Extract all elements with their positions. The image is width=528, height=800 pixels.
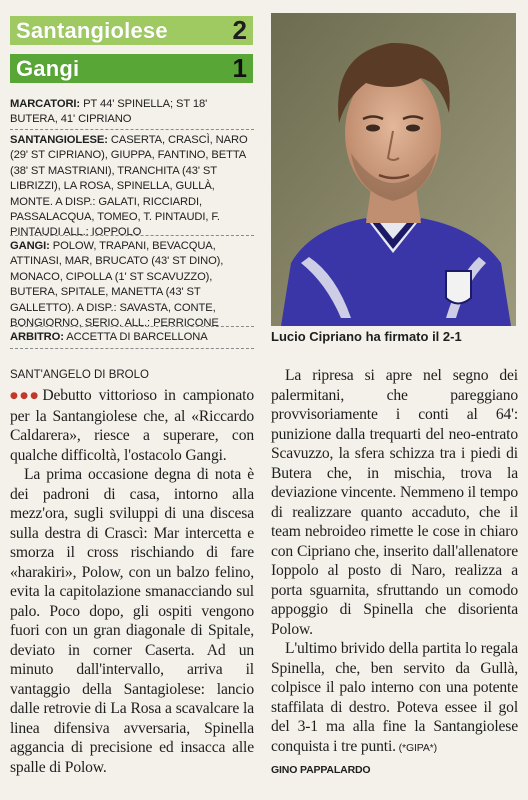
article-paragraph: La prima occasione degna di nota è dei padroni di casa, intorno alla mezz'ora, sugli sviluppi di una discesa sulla destra di Crascì: Mar intercetta e smorza il cross rischiando di fare «harakiri», Polow, con un balzo felino, evita la capitolazione smanacciando sul palo. Poco dopo, gli ospiti vengono fuori con un gran diagonale di Spitale, deviato in corner Caserta. Ad un minuto dall'intervallo, arriva il vantaggio della Santagiolese: lancio dalle retrovie di La Rosa a scavalcare la linea difensiva avversaria, Spinella aggancia di precisione ed insacca alle spalle di Polow. [10,466,254,776]
away-team-name: Gangi [16,55,80,81]
photo-caption: Lucio Cipriano ha firmato il 2-1 [271,329,462,344]
article-paragraph: La ripresa si apre nel segno dei palermitani, che pareggiano provvisoriamente i conti al 64': punizione dalla trequarti del neo-entrato Scavuzzo, la sfera schizza tra i piedi di Butera che, in mischia, trova la deviazione vincente. Nemmeno il tempo di realizzare quanto accaduto, che il team nebroideo rimette le cose in chiaro con Cipriano che, inserito dall'allenatore Ioppolo al posto di Naro, realizza a porta sguarnita, sfruttando un comodo appoggio di Spinella che disorienta Polow. [271,367,518,638]
referee-box [10,330,254,345]
home-lineup-label: SANTANGIOLESE: [10,134,108,146]
player-photo [271,13,516,326]
away-lineup-box [10,239,254,331]
article-column-2 [271,366,518,781]
away-team-goals: 1 [232,53,247,83]
divider [10,348,254,349]
lead-paragraph-text: Debutto vittorioso in campionato per la Santangiolese che, al «Riccardo Caldarera», riesce a superare, con qualche difficoltà, l'ostacolo Gangi. [10,387,254,464]
signature-tag: (*GIPA*) [395,741,437,754]
scoreboard-home [10,16,253,45]
article-paragraph [271,639,518,758]
away-lineup-label: GANGI: [10,240,50,252]
dateline: SANT'ANGELO DI BROLO [10,369,149,381]
scorers-label: MARCATORI: [10,98,81,110]
scorers-box [10,97,254,128]
player-portrait-illustration [271,13,516,326]
scoreboard-away [10,54,253,83]
lead-marker: ●●● [10,391,41,401]
home-lineup-text: CASERTA, CRASCÌ, NARO (29' ST CIPRIANO), GIUPPA, FANTINO, BETTA (38' ST MASTRIANI), TRANCHITA (43' ST LIBRIZZI), LA ROSA, SPINELLA, GULLÀ, MONTE. A DISP.: GALATI, RICCIARDI, PASSALACQUA, TOMEO, T. PINTAUDI, F. PINTAUDI ALL.: IOPPOLO [10,134,248,239]
divider [10,235,254,236]
home-lineup-box [10,133,254,241]
article-column-1 [10,386,254,777]
closing-paragraph-text: L'ultimo brivido della partita lo regala Spinella, che, ben servito da Gullà, colpisce il palo interno con una potente staffilata di destro. Poteva essee il gol del 3-1 ma alla fine la Santangiolese conquista i tre punti. [271,640,518,755]
scorers-text: PT 44' SPINELLA; ST 18' BUTERA, 41' CIPRIANO [10,98,208,126]
away-lineup-text: POLOW, TRAPANI, BEVACQUA, ATTINASI, MAR, BRUCATO (43' ST DINO), MONACO, CIPOLLA (1' ST SCAVUZZO), BUTERA, SPITALE, MANETTA (43' ST GALLETTO). A DISP.: SAVASTA, CONTE, BONGIORNO, SERIO. ALL.: PERRICONE [10,240,224,330]
referee-text: ACCETTA DI BARCELLONA [63,331,208,343]
home-team-goals: 2 [232,15,247,45]
referee-label: ARBITRO: [10,331,64,343]
home-team-name: Santangiolese [16,17,168,43]
article-paragraph [10,386,254,465]
author-byline: GINO PAPPALARDO [271,764,371,776]
divider [10,129,254,130]
divider [10,326,254,327]
